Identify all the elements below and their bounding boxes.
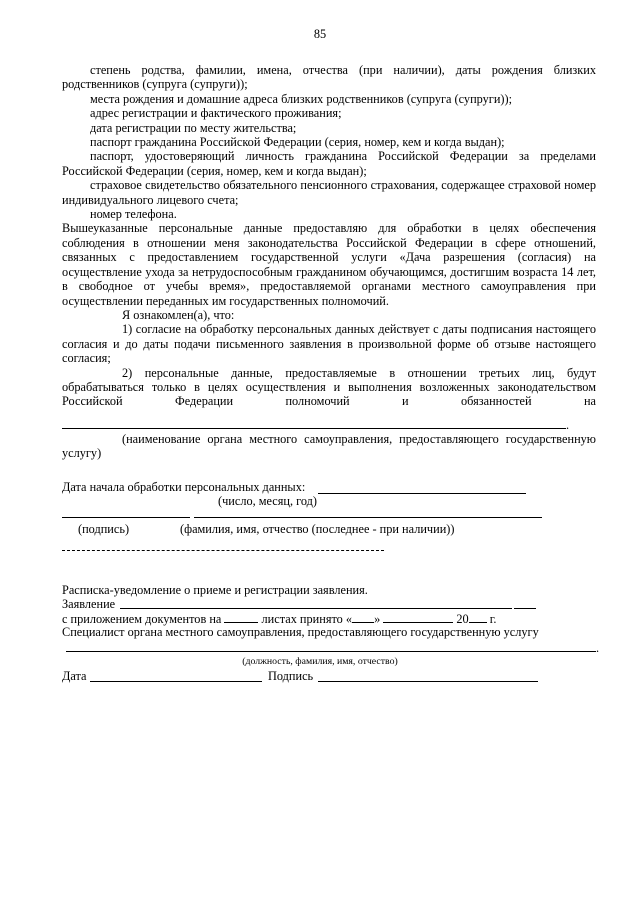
- start-date-label: Дата начала обработки персональных данных:: [62, 480, 306, 494]
- start-date-field[interactable]: [318, 493, 526, 494]
- receipt-title: Расписка-уведомление о приеме и регистрации заявления.: [62, 583, 368, 597]
- month-field[interactable]: [383, 611, 453, 623]
- item-phone: номер телефона.: [90, 207, 177, 222]
- point-2: 2) персональные данные, предоставляемые в отношении третьих лиц, будут обрабатываться только в целях осуществления и выполнения возложенных законодательством Российской Федерации полномочий и обязанностей на: [62, 365, 596, 409]
- document-page: 85 степень родства, фамилии, имена, отчества (при наличии), даты рождения близких родственников (супруга (супруги)); места рождения и домашние адреса близких родственников (супруга (супруги)); адрес регистрации и фактического проживания; дата регистрации по месту жительства; паспорт гражданина Российской Федерации (серия, номер, кем и когда выдан); паспорт, удостоверяющий личность гражданина Российской Федерации за пределами Российской Федерации (серия, номер, кем и когда выдан); страховое свидетельство обязательного пенсионного страхования, содержащее страховой номер индивидуального лицевого счета; номер телефона. Вышеуказанные персональные данные предоставляю для обработки в целях обеспечения соблюдения в отношении меня законодательства Российской Федерации в сфере отношений, связанных с предоставлением государственной услуги «Дача разрешения (согласия) на осуществление ухода за нетрудоспособным гражданином обучающимся, достигшим возраста 14 лет, в свободное от учебы время», предоставляемой органами местного самоуправления при осуществлении переданных им государственных полномочий. Я ознакомлен(а), что: 1) согласие на обработку персональных данных действует с даты подписания настоящего согласия и до даты подачи письменного заявления в произвольной форме об отзыве настоящего согласия; 2) персональные данные, предоставляемые в отношении третьих лиц, будут обрабатываться только в целях осуществления и выполнения возложенных законодательством Российской Федерации полномочий и обязанностей на . (наименование органа местного самоуправления, предоставляющего государственную услугу) Дата начала обработки персональных данных: (число, месяц, год) (подпись) (фамилия, имя, отчество (последнее - при наличии)) Расписка-уведомление о приеме и регистрации заявления. Заявление с приложением документов на листах принято « » 20 г. Специалист органа местного самоуправления, предоставляющего государственную услугу . (должность, фамилия, имя, отчество) Дата Подпись: [0, 0, 640, 905]
- consent-body: [62, 63, 596, 409]
- acknowledge-line: Я ознакомлен(а), что:: [122, 307, 235, 322]
- org-name-line[interactable]: [62, 428, 566, 429]
- cut-line: [62, 550, 384, 551]
- specialist-label: Специалист органа местного самоуправления, предоставляющего государственную услугу: [62, 625, 539, 639]
- application-label: Заявление: [62, 597, 116, 611]
- item-address: адрес регистрации и фактического проживания;: [90, 106, 342, 121]
- item-kinship: степень родства, фамилии, имена, отчества (при наличии), даты рождения близких родственников (супруга (супруги));: [62, 63, 596, 92]
- fio-field[interactable]: [194, 517, 542, 518]
- date-caption: (число, месяц, год): [218, 494, 318, 508]
- sheets-count-field[interactable]: [224, 611, 258, 623]
- position-caption: (должность, фамилия, имя, отчество): [242, 656, 398, 667]
- org-caption: (наименование органа местного самоуправления, предоставляющего государственную услугу): [62, 432, 596, 461]
- sign-field[interactable]: [318, 681, 538, 682]
- item-registration-date: дата регистрации по месту жительства;: [90, 120, 297, 135]
- signature-caption: (подпись): [78, 522, 130, 536]
- page-number: 85: [313, 27, 327, 41]
- application-field-end[interactable]: [514, 608, 536, 609]
- application-field[interactable]: [120, 608, 512, 609]
- date-label: Дата: [62, 669, 87, 683]
- year-field[interactable]: [469, 611, 487, 623]
- signature-field[interactable]: [62, 517, 190, 518]
- docs-year: 20: [456, 612, 469, 626]
- point-1: 1) согласие на обработку персональных данных действует с даты подписания настоящего согласия и до даты подачи письменного заявления в произвольной форме об отзыве настоящего согласия;: [62, 322, 596, 366]
- sign-label: Подпись: [268, 669, 314, 683]
- item-snils: страховое свидетельство обязательного пенсионного страхования, содержащее страховой номер индивидуального лицевого счета;: [62, 178, 596, 207]
- docs-sheets: листах принято «: [261, 612, 353, 626]
- docs-quote-close: »: [374, 612, 381, 626]
- item-birthplaces: места рождения и домашние адреса близких родственников (супруга (супруги));: [90, 91, 513, 106]
- day-field[interactable]: [352, 611, 374, 623]
- item-foreign-passport: паспорт, удостоверяющий личность гражданина Российской Федерации за пределами Российской Федерации (серия, номер, кем и когда выдан);: [62, 149, 596, 178]
- date-field[interactable]: [90, 681, 262, 682]
- fio-caption: (фамилия, имя, отчество (последнее - при наличии)): [180, 522, 455, 536]
- specialist-field[interactable]: [66, 651, 596, 652]
- purpose-paragraph: Вышеуказанные персональные данные предоставляю для обработки в целях обеспечения соблюдения в отношении меня законодательства Российской Федерации в сфере отношений, связанных с предоставлением государственной услуги «Дача разрешения (согласия) на осуществление ухода за нетрудоспособным гражданином обучающимся, достигшим возраста 14 лет, в свободное от учебы время», предоставляемой органами местного самоуправления при осуществлении переданных им государственных полномочий.: [62, 221, 596, 308]
- item-passport: паспорт гражданина Российской Федерации (серия, номер, кем и когда выдан);: [90, 135, 505, 150]
- docs-year-suffix: г.: [489, 612, 497, 626]
- docs-prefix: с приложением документов на: [62, 612, 222, 626]
